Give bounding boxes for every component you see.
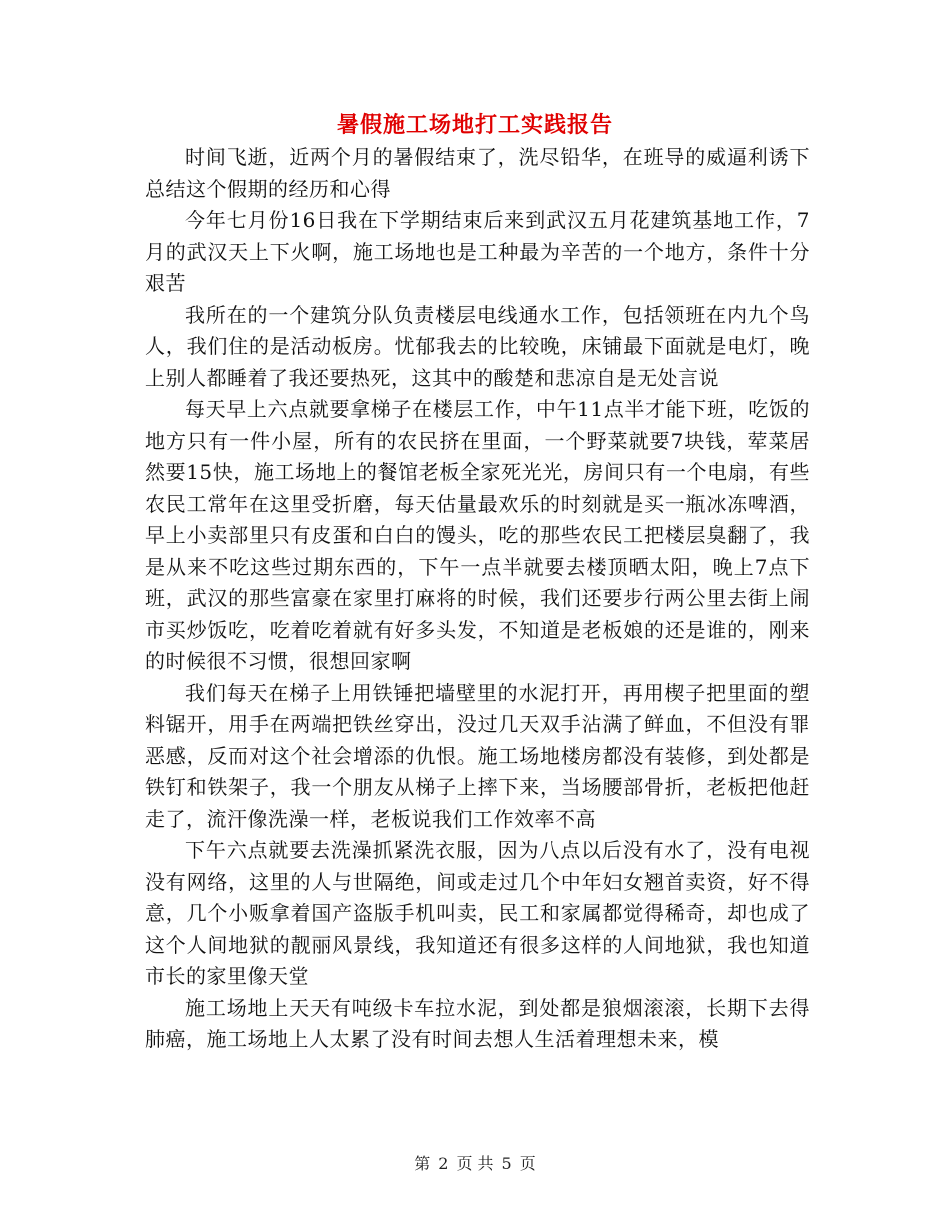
paragraph: 时间飞逝，近两个月的暑假结束了，洗尽铅华，在班导的威逼利诱下总结这个假期的经历和心得 [145,145,810,201]
footer-suffix: 页 [519,1154,536,1173]
paragraph: 下午六点就要去洗澡抓紧洗衣服，因为八点以后没有水了，没有电视没有网络，这里的人与世隔绝，间或走过几个中年妇女翘首卖资，好不得意，几个小贩拿着国产盗版手机叫卖，民工和家属都觉得稀奇，却也成了这个人间地狱的靓丽风景线，我知道还有很多这样的人间地狱，我也知道市长的家里像天堂 [145,838,810,988]
paragraph: 我所在的一个建筑分队负责楼层电线通水工作，包括领班在内九个鸟人，我们住的是活动板房。忧郁我去的比较晚，床铺最下面就是电灯，晚上别人都睡着了我还要热死，这其中的酸楚和悲凉自是无处言说 [145,302,810,390]
footer-mid: 页 共 [456,1154,494,1173]
page-footer [0,1152,950,1176]
footer-prefix: 第 [414,1154,431,1173]
paragraph: 我们每天在梯子上用铁锤把墙壁里的水泥打开，再用楔子把里面的塑料锯开，用手在两端把铁丝穿出，没过几天双手沾满了鲜血，不但没有罪恶感，反而对这个社会增添的仇恨。施工场地楼房都没有装修，到处都是铁钉和铁架子，我一个朋友从梯子上摔下来，当场腰部骨折，老板把他赶走了，流汗像洗澡一样，老板说我们工作效率不高 [145,680,810,831]
paragraph: 今年七月份16日我在下学期结束后来到武汉五月花建筑基地工作，7月的武汉天上下火啊，施工场地也是工种最为辛苦的一个地方，条件十分艰苦 [145,208,810,295]
document-title: 暑假施工场地打工实践报告 [336,112,613,138]
total-pages: 5 [501,1154,512,1173]
document-body [145,142,810,1056]
paragraph: 每天早上六点就要拿梯子在楼层工作，中午11点半才能下班，吃饭的地方只有一件小屋，所有的农民挤在里面，一个野菜就要7块钱，荤菜居然要15快，施工场地上的餐馆老板全家死光光，房间只有一个电扇，有些农民工常年在这里受折磨，每天估量最欢乐的时刻就是买一瓶冰冻啤酒，早上小卖部里只有皮蛋和白白的馒头，吃的那些农民工把楼层臭翻了，我是从来不吃这些过期东西的，下午一点半就要去楼顶晒太阳，晚上7点下班，武汉的那些富豪在家里打麻将的时候，我们还要步行两公里去街上闹市买炒饭吃，吃着吃着就有好多头发，不知道是老板娘的还是谁的，刚来的时候很不习惯，很想回家啊 [145,397,810,673]
page-number: 2 [438,1154,449,1173]
paragraph: 施工场地上天天有吨级卡车拉水泥，到处都是狼烟滚滚，长期下去得肺癌，施工场地上人太累了没有时间去想人生活着理想未来，模 [145,995,810,1051]
